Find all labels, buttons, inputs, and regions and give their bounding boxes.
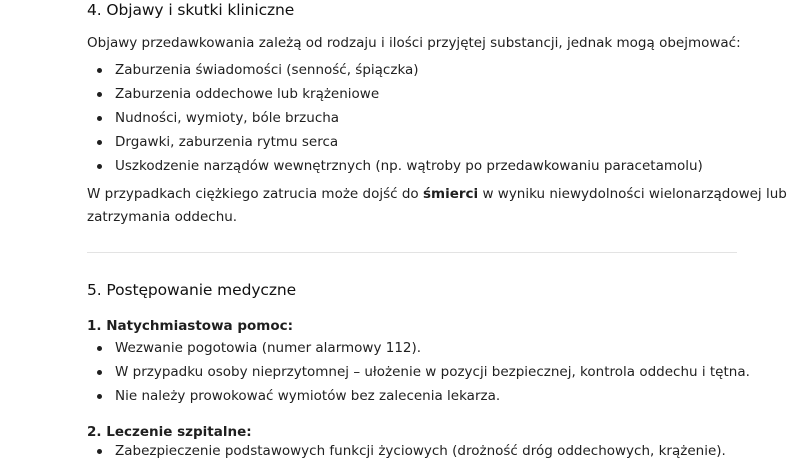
section-divider	[87, 252, 737, 253]
list-item	[87, 82, 703, 106]
subsection-1-title: 1. Natychmiastowa pomoc:	[87, 318, 294, 334]
list-item-text: Zaburzenia świadomości (senność, śpiączka)	[115, 62, 419, 78]
list-item-text: Drgawki, zaburzenia rytmu serca	[115, 134, 339, 150]
bullet-icon	[97, 68, 102, 73]
closing-text-post: w wyniku niewydolności wielonarządowej lub	[478, 186, 787, 202]
subsection-2-title: 2. Leczenie szpitalne:	[87, 424, 252, 440]
list-item	[87, 336, 750, 360]
symptoms-list	[87, 58, 703, 178]
list-item	[87, 439, 726, 463]
bullet-icon	[97, 92, 102, 97]
section-4-closing-line2: zatrzymania oddechu.	[87, 209, 238, 225]
closing-text-bold: śmierci	[422, 186, 479, 202]
section-5-heading: 5. Postępowanie medyczne	[87, 281, 297, 299]
bullet-icon	[97, 164, 102, 169]
list-item-text: Nudności, wymioty, bóle brzucha	[115, 110, 340, 126]
list-item	[87, 106, 703, 130]
bullet-icon	[97, 449, 102, 454]
hospital-treatment-list	[87, 439, 726, 463]
list-item	[87, 130, 703, 154]
list-item	[87, 360, 750, 384]
list-item	[87, 384, 750, 408]
list-item-text: Uszkodzenie narządów wewnętrznych (np. wątroby po przedawkowaniu paracetamolu)	[115, 158, 703, 174]
bullet-icon	[97, 394, 102, 399]
closing-text-pre: W przypadkach ciężkiego zatrucia może dojść do	[87, 186, 423, 202]
list-item-text: Wezwanie pogotowia (numer alarmowy 112).	[115, 340, 422, 356]
list-item-text: Nie należy prowokować wymiotów bez zalecenia lekarza.	[115, 388, 501, 404]
list-item	[87, 58, 703, 82]
bullet-icon	[97, 140, 102, 145]
list-item-text: W przypadku osoby nieprzytomnej – ułożenie w pozycji bezpiecznej, kontrola oddechu i tętna.	[115, 364, 750, 380]
bullet-icon	[97, 370, 102, 375]
bullet-icon	[97, 116, 102, 121]
list-item-text: Zabezpieczenie podstawowych funkcji życiowych (drożność dróg oddechowych, krążenie).	[115, 443, 726, 459]
list-item-text: Zaburzenia oddechowe lub krążeniowe	[115, 86, 380, 102]
list-item	[87, 154, 703, 178]
section-4-heading: 4. Objawy i skutki kliniczne	[87, 1, 295, 19]
section-4-intro: Objawy przedawkowania zależą od rodzaju i ilości przyjętej substancji, jednak mogą obejmować:	[87, 35, 741, 51]
bullet-icon	[97, 346, 102, 351]
first-aid-list	[87, 336, 750, 408]
